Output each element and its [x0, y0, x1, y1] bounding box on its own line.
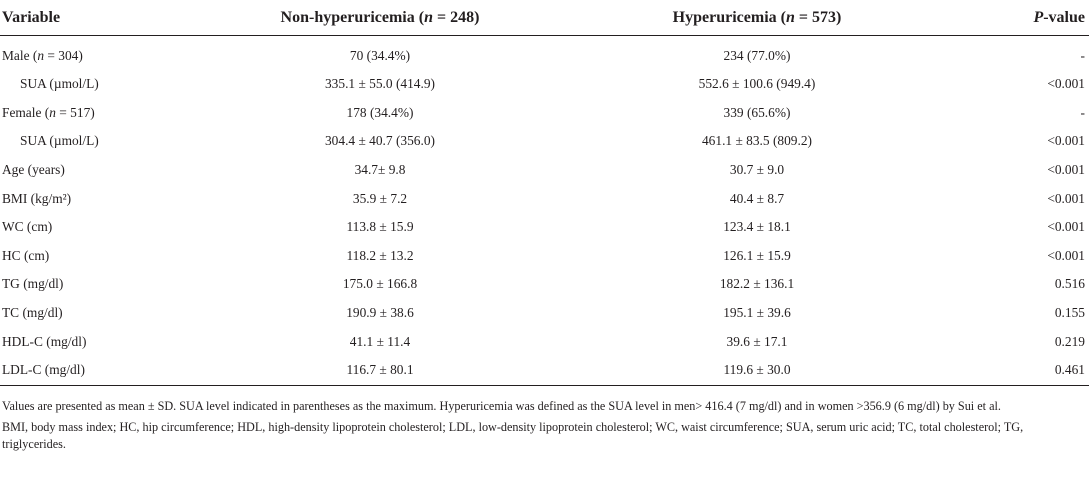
variable-label-n: n [49, 104, 56, 120]
variable-label: Age (years) [2, 162, 65, 178]
variable-label: BMI (kg/m²) [2, 190, 72, 206]
header-non-hyper-n: n [424, 8, 433, 26]
variable-label: HC (cm) [2, 247, 50, 263]
header-p-value [984, 0, 1089, 36]
table-row [0, 99, 1089, 128]
cell-p-value: <0.001 [1047, 133, 1085, 149]
cell-hyperuricemia: 234 (77.0%) [723, 48, 791, 63]
header-row [0, 0, 1089, 36]
cell-hyperuricemia: 195.1 ± 39.6 [723, 305, 791, 321]
header-hyperuricemia [530, 0, 984, 36]
cell-variable [0, 70, 230, 99]
cell-non-hyperuricemia: 116.7 ± 80.1 [230, 356, 530, 386]
cell-variable [0, 270, 230, 299]
cell-hyperuricemia: 39.6 ± 17.1 [726, 333, 788, 349]
footnote-values: Values are presented as mean ± SD. SUA level indicated in parentheses as the maximum. Hyperuricemia was defined as the SUA level in men> 416.4 (7 mg/dl) and in women >356.9 (6 mg/dl) by Sui et al. [2, 398, 1001, 413]
table-header [0, 0, 1089, 36]
cell-non-hyperuricemia: 41.1 ± 11.4 [349, 333, 411, 349]
variable-label-n: n [37, 48, 45, 63]
cell-hyperuricemia: 123.4 ± 18.1 [723, 219, 791, 235]
cell-p-value: <0.001 [1047, 190, 1085, 206]
variable-label-suffix: = 304) [44, 48, 83, 63]
variable-label: TG (mg/dl) [2, 276, 64, 292]
cell-variable [0, 213, 230, 242]
header-hyper-n: n [785, 8, 795, 26]
table-row [0, 127, 1089, 156]
cell-hyperuricemia: 30.7 ± 9.0 [729, 162, 785, 178]
cell-variable [0, 184, 230, 213]
table-row [0, 356, 1089, 386]
cell-hyperuricemia: 40.4 ± 8.7 [729, 190, 785, 206]
footnote-abbreviations: BMI, body mass index; HC, hip circumference; HDL, high-density lipoprotein cholesterol; LDL, low-density lipoprotein cholesterol; WC, waist circumference; SUA, serum uric acid; TC, total cholesterol; TG, triglycerides. [2, 419, 1024, 452]
cell-non-hyperuricemia: 178 (34.4%) [346, 104, 414, 120]
variable-label: HDL-C (mg/dl) [2, 333, 87, 349]
cell-variable [0, 156, 230, 185]
header-hyper-prefix: Hyperuricemia ( [672, 8, 786, 26]
cell-p-value: <0.001 [1047, 219, 1085, 235]
cell-non-hyperuricemia: 113.8 ± 15.9 [346, 219, 414, 235]
cell-p-value: <0.001 [1047, 162, 1085, 178]
variable-label-suffix: = 517) [55, 104, 95, 120]
cell-variable [0, 356, 230, 386]
header-non-hyper-prefix: Non-hyperuricemia ( [280, 8, 425, 26]
cell-variable [0, 36, 230, 71]
header-p-suffix: -value [1043, 8, 1085, 26]
variable-label: SUA (µmol/L) [20, 76, 99, 92]
header-hyper-suffix: = 573) [794, 8, 842, 26]
table-row [0, 270, 1089, 299]
cell-non-hyperuricemia: 335.1 ± 55.0 (414.9) [324, 76, 435, 92]
variable-label: Female ( [2, 104, 50, 120]
table-row [0, 36, 1089, 71]
table-row [0, 327, 1089, 356]
table-footnotes [0, 386, 1089, 454]
cell-hyperuricemia: 119.6 ± 30.0 [530, 356, 984, 386]
cell-p-value: 0.461 [984, 356, 1089, 386]
cell-variable [0, 327, 230, 356]
variable-label: WC (cm) [2, 219, 53, 235]
cell-p-value: - [1080, 48, 1085, 63]
cell-p-value: <0.001 [1047, 247, 1085, 263]
variable-label: Male ( [2, 48, 38, 63]
table-row [0, 156, 1089, 185]
table-row [0, 70, 1089, 99]
cell-p-value: 0.155 [1054, 305, 1085, 321]
cell-variable [0, 299, 230, 328]
cell-non-hyperuricemia: 304.4 ± 40.7 (356.0) [324, 133, 435, 149]
cell-p-value: 0.516 [1054, 276, 1085, 292]
cell-variable [0, 99, 230, 128]
table-row [0, 184, 1089, 213]
header-variable: Variable [0, 0, 230, 36]
variable-label: SUA (µmol/L) [20, 133, 99, 149]
cell-non-hyperuricemia: 175.0 ± 166.8 [342, 276, 418, 292]
cell-variable [0, 127, 230, 156]
cell-non-hyperuricemia: 118.2 ± 13.2 [346, 247, 414, 263]
table-row [0, 242, 1089, 271]
header-non-hyper-suffix: = 248) [432, 8, 480, 26]
cell-non-hyperuricemia: 70 (34.4%) [349, 48, 411, 63]
cell-hyperuricemia: 126.1 ± 15.9 [723, 247, 791, 263]
header-non-hyperuricemia [230, 0, 530, 36]
header-p-italic: P [1033, 8, 1044, 26]
cell-p-value: <0.001 [1047, 76, 1085, 92]
cell-hyperuricemia: 552.6 ± 100.6 (949.4) [698, 76, 816, 92]
table-row [0, 299, 1089, 328]
cell-hyperuricemia: 182.2 ± 136.1 [719, 276, 795, 292]
cell-p-value: - [1080, 104, 1085, 120]
cell-non-hyperuricemia: 35.9 ± 7.2 [352, 190, 408, 206]
cell-non-hyperuricemia: 190.9 ± 38.6 [346, 305, 414, 321]
cell-p-value: 0.219 [1054, 333, 1085, 349]
table-body [0, 36, 1089, 386]
cell-hyperuricemia: 339 (65.6%) [723, 104, 791, 120]
cell-variable [0, 242, 230, 271]
cell-hyperuricemia: 461.1 ± 83.5 (809.2) [701, 133, 812, 149]
cell-non-hyperuricemia: 34.7± 9.8 [354, 162, 406, 178]
table-row [0, 213, 1089, 242]
variable-label: LDL-C (mg/dl) [2, 362, 85, 378]
variable-label: TC (mg/dl) [2, 305, 63, 321]
